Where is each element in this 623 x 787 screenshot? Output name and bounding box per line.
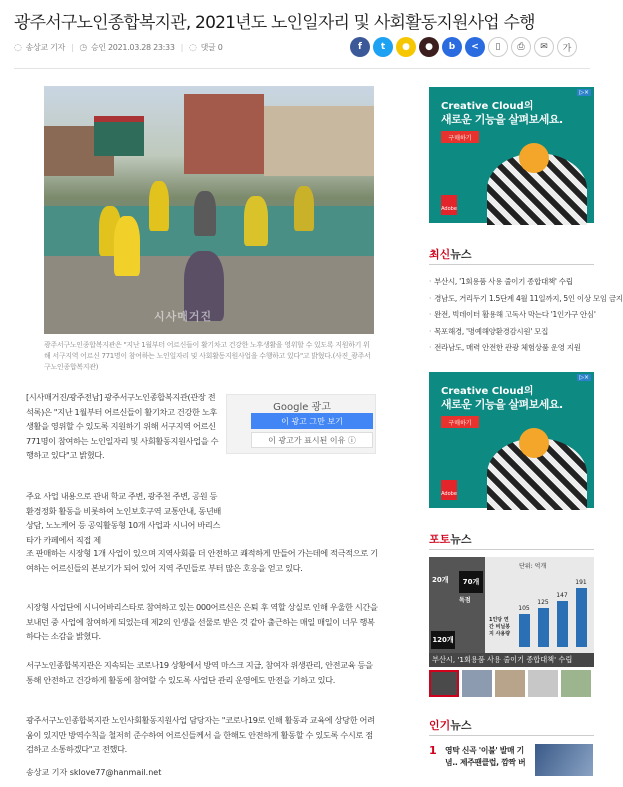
chart-bar (576, 588, 587, 647)
adobe-logo-icon: Adobe (441, 195, 457, 215)
article-headline: 광주서구노인종합복지관, 2021년도 노인일자리 및 사회활동지원사업 수행 (14, 13, 535, 33)
thumbnail[interactable] (528, 670, 558, 697)
header-divider (14, 68, 590, 69)
thumbnail[interactable] (429, 670, 459, 697)
chart-bar (538, 608, 549, 647)
side-ad-1[interactable] (429, 87, 594, 223)
photo-news-divider (429, 549, 594, 550)
chart-value-label: 191 (575, 578, 587, 586)
adobe-logo-icon: Adobe (441, 480, 457, 500)
list-item[interactable]: · 목포해경, '명예해양환경감시원' 모집 (429, 324, 594, 341)
photo-news-image[interactable] (429, 557, 594, 667)
side-ad-2[interactable] (429, 372, 594, 508)
meta-divider: | (180, 43, 184, 52)
article-paragraph-4: 서구노인종합복지관은 지속되는 코로나19 상황에서 방역 마스크 지급, 참여자 위생관리, 안전교육 등을 통해 안전하고 건강하게 활동에 참여할 수 있도록 사업단 관리 운영에도 만전을 기하고 있다. (26, 660, 373, 685)
why-ad-button[interactable]: 이 광고가 표시된 이유 ⓘ (251, 432, 373, 448)
photo-caption: 광주서구노인종합복지관은 "지난 1월부터 어르신들이 활기차고 건강한 노후생활을 영위할 수 있도록 지원하기 위해 서구지역 어르신 771명이 참여하는 노인일자리 및 사회활동지원사업을 수행하고 있다"고 밝혔다.(사진_광주서구노인종합복지관) (44, 341, 371, 371)
chart-value-label: 125 (537, 599, 549, 607)
popular-rank: 1 (429, 744, 437, 757)
chart-value-label: 105 (518, 605, 530, 613)
inline-google-ad (226, 394, 376, 454)
photo-label-unit: 단위: 억개 (519, 563, 547, 570)
article-meta (14, 42, 222, 53)
side-ad-button[interactable]: 구매하기 (441, 416, 479, 428)
photo-label-20: 20개 (432, 576, 449, 584)
side-ad-art-circle (519, 428, 549, 458)
side-ad-tagline: 새로운 기능을 살펴보세요. (441, 398, 563, 411)
email-icon[interactable]: ✉ (534, 37, 554, 57)
latest-news-title: 최신뉴스 (429, 248, 472, 261)
clock-icon: ◷ (79, 42, 87, 53)
pavilion-shape (94, 116, 144, 156)
list-item[interactable]: · 경남도, 거리두기 1.5단계 4월 11일까지, 5인 이상 모임 금지 (429, 291, 594, 308)
photo-news-bar-chart (515, 575, 593, 647)
photo-watermark: 시사매거진 (154, 310, 213, 323)
thumbnail[interactable] (462, 670, 492, 697)
adchoices-icon[interactable]: ▷× (579, 374, 589, 381)
kakaotalk-icon[interactable]: ● (419, 37, 439, 57)
popular-headline[interactable]: 영탁 신곡 '이불' 발매 기념.. 제주팬클럽, 깜짝 버 (445, 746, 526, 767)
twitter-icon[interactable]: t (373, 37, 393, 57)
photo-label-120: 120개 (431, 631, 455, 649)
popular-news-title: 인기뉴스 (429, 719, 472, 732)
side-ad-art-circle (519, 143, 549, 173)
popular-thumbnail[interactable] (535, 744, 593, 776)
naver-band-icon[interactable]: b (442, 37, 462, 57)
share-icon[interactable]: < (465, 37, 485, 57)
article-paragraph-1: [시사매거진/광주전남] 광주서구노인종합복지관(관장 전석록)은 "지난 1월부터 어르신들이 활기차고 건강한 노후생활을 영위할 수 있도록 지원하기 위해 서구지역 어르신 771명이 참여하는 노인일자리 및 사회활동지원사업을 수행하고 있다"고 밝혔다. (26, 392, 219, 460)
photo-label-per-person: 1인당 연간 비닐봉지 사용량 (489, 617, 511, 637)
print-icon[interactable]: ⎙ (511, 37, 531, 57)
photo-news-title: 포토뉴스 (429, 533, 472, 546)
thumbnail[interactable] (495, 670, 525, 697)
facebook-icon[interactable]: f (350, 37, 370, 57)
article-photo (44, 86, 374, 334)
meta-divider: | (70, 43, 74, 52)
list-item[interactable]: · 전라남도, 매력 안전한 관광 체험상품 운영 지원 (429, 340, 594, 357)
comment-icon: ◌ (189, 42, 197, 53)
chart-value-label: 147 (556, 592, 568, 600)
share-toolbar (350, 37, 577, 57)
author-icon: ◌ (14, 42, 22, 53)
comment-count[interactable]: 댓글 0 (200, 43, 223, 52)
article-signature: 송상교 기자 sklove77@hanmail.net (26, 768, 162, 777)
photo-news-caption[interactable]: 부산시, '1회용품 사용 줄이기 종합대책' 수립 (429, 653, 594, 667)
side-ad-brand: Creative Cloud의 (441, 386, 534, 397)
bookmark-icon[interactable]: ▯ (488, 37, 508, 57)
latest-news-list (429, 274, 623, 357)
ad-label: Google 광고 (273, 402, 331, 413)
latest-news-divider (429, 264, 594, 265)
approved-date: 승인 2021.03.28 23:33 (90, 43, 175, 52)
list-item[interactable]: · 부산시, '1회용품 사용 줄이기 종합대책' 수립 (429, 274, 594, 291)
photo-label-70: 70개 (459, 571, 483, 593)
list-item[interactable]: · 완전, 빅데이터 활용해 고독사 막는다 '1인가구 안심' (429, 307, 594, 324)
photo-news-thumbnails (429, 670, 591, 697)
font-size-icon[interactable]: 가 (557, 37, 577, 57)
article-paragraph-2: 주요 사업 내용으로 관내 학교 주변, 광주천 주변, 공원 등 환경정화 활동을 비롯하여 노인보호구역 교통안내, 동년배 상담, 노노케어 등 공익활동형 10개 사업과 시니어 바리스타가 카페에서 직접 제 (26, 491, 221, 545)
kakaostory-icon[interactable]: ● (396, 37, 416, 57)
adchoices-icon[interactable]: ▷× (579, 89, 589, 96)
side-ad-button[interactable]: 구매하기 (441, 131, 479, 143)
thumbnail[interactable] (561, 670, 591, 697)
side-ad-tagline: 새로운 기능을 살펴보세요. (441, 113, 563, 126)
article-paragraph-2-cont: 조 판매하는 시장형 1개 사업이 있으며 지역사회를 더 안전하고 쾌적하게 만들어 가는데에 적극적으로 기여하는 어르신들의 본보기가 되어 있어 지역 주민들로 부터 많은 호응을 얻고 있다. (26, 548, 378, 573)
author-name: 송상교 기자 (25, 43, 65, 52)
article-paragraph-5: 광주서구노인종합복지관 노인사회활동지원사업 담당자는 "코로나19로 인해 활동과 교육에 상당한 어려움이 있지만 방역수칙을 철저히 준수하여 어르신들께서 을 한해도 안전하게 활동할 수 있도록 수시로 점검하고 소통하겠다"고 전했다. (26, 715, 375, 754)
stop-ad-button[interactable]: 이 광고 그만 보기 (251, 413, 373, 429)
article-paragraph-3: 시장형 사업단에 시니어바리스타로 참여하고 있는 000어르신은 은퇴 후 역할 상실로 인해 우울한 시간을 보내던 중 사업에 참여하게 되었는데 제2의 인생을 선물로 받은 것 같아 출근하는 매일 매일이 너무 행복하다는 소감을 밝혔다. (26, 602, 378, 641)
popular-news-divider (429, 735, 594, 736)
chart-bar (557, 601, 568, 647)
chart-bar (519, 614, 530, 647)
side-ad-brand: Creative Cloud의 (441, 101, 534, 112)
photo-label-dokjeom: 독점 (459, 597, 471, 604)
